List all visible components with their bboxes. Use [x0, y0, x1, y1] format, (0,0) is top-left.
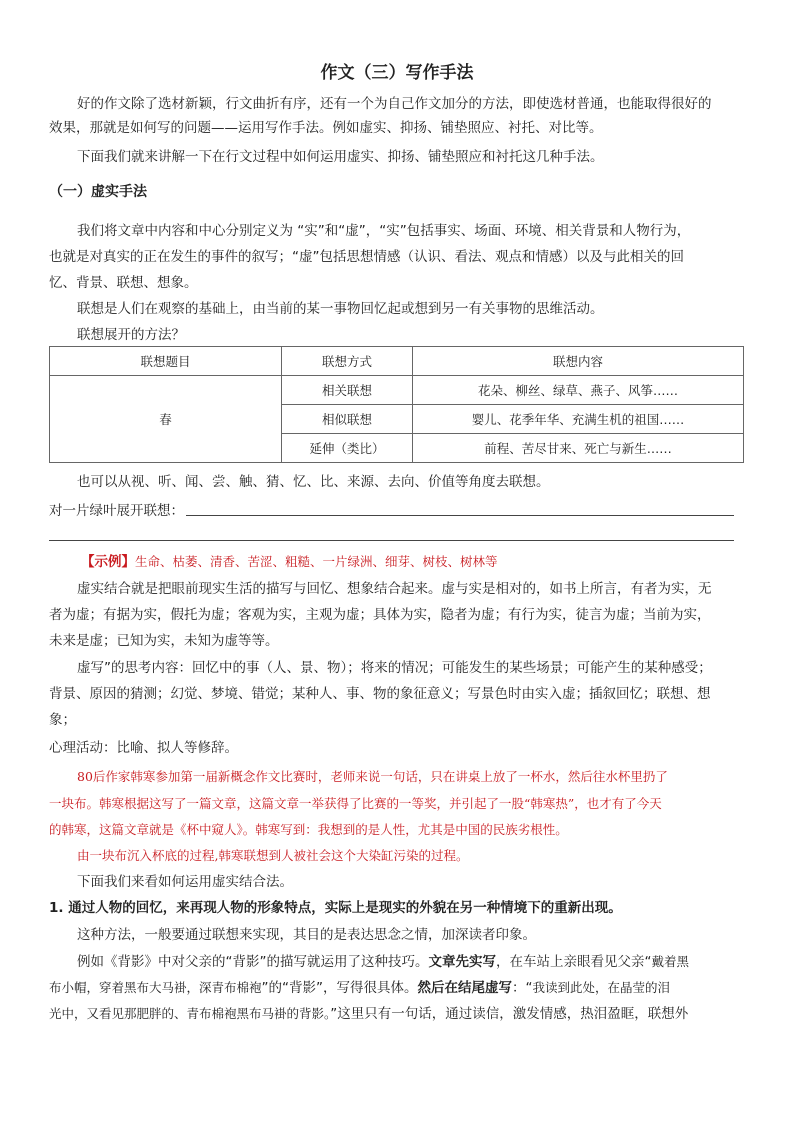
- table-row: [50, 376, 744, 405]
- example-label: 【示例】: [81, 554, 135, 570]
- hanhan-line: 80后作家韩寒参加第一届新概念作文比赛时，老师来说一句话，只在讲桌上放了一杯水，然后往水杯里扔了: [77, 769, 668, 784]
- xuxie-line: 象；: [49, 712, 76, 728]
- association-question: 联想展开的方法？: [77, 327, 185, 343]
- example-text: 生命、枯萎、清香、苦涩、粗糙、一片绿洲、细芽、树枝、树林等: [135, 554, 498, 569]
- table-topic-cell: 春: [50, 376, 282, 463]
- table-cell: 相似联想: [282, 405, 413, 434]
- table-cell: 延伸（类比）: [282, 434, 413, 463]
- answer-line: [49, 540, 734, 541]
- xuxie-line: 背景、原因的猜测；幻觉、梦境、错觉；某种人、事、物的象征意义；写景色时由实入虚；插叙回忆；联想、想: [49, 686, 711, 702]
- intro-line: 下面我们就来讲解一下在行文过程中如何运用虚实、抑扬、铺垫照应和衬托这几种手法。: [77, 149, 604, 165]
- table-cell: 前程、苦尽甘来、死亡与新生……: [413, 434, 744, 463]
- table-cell: 花朵、柳丝、绿草、燕子、风筝……: [413, 376, 744, 405]
- section-heading: （一）虚实手法: [49, 184, 147, 200]
- intro-line: 好的作文除了选材新颖，行文曲折有序，还有一个为自己作文加分的方法，即使选材普通，也能取得很好的: [77, 96, 712, 112]
- table-header-cell: 联想题目: [50, 347, 282, 376]
- combine-line: 未来是虚；已知为实，未知为虚等等。: [49, 633, 279, 649]
- example-para-line: [77, 952, 689, 972]
- example-para-line: [49, 1004, 688, 1024]
- definition-line: 忆、背景、联想、想象。: [49, 275, 198, 291]
- combine-line: 者为虚；有据为实，假托为虚；客观为实，主观为虚；具体为实，隐者为虚；有行为实，徒言为虚；当前为实，: [49, 607, 711, 623]
- angles-line: 也可以从视、听、闻、尝、触、猜、忆、比、来源、去向、价值等角度去联想。: [77, 474, 550, 490]
- combine-line: 虚实结合就是把眼前现实生活的描写与回忆、想象结合起来。虚与实是相对的，如书上所言，有者为实，无: [77, 581, 712, 597]
- example-text: ”的“背影”，写得很具体。: [261, 980, 418, 996]
- page-title: 作文（三）写作手法: [320, 63, 474, 83]
- example-quote: 光中，又看见那肥胖的、青布棉袍黑布马褂的背影。: [49, 1006, 331, 1021]
- table-header-cell: 联想内容: [413, 347, 744, 376]
- example-line: [81, 552, 498, 572]
- table-cell: 婴儿、花季年华、充满生机的祖国……: [413, 405, 744, 434]
- example-quote: 布小帽，穿着黑布大马褂，深青布棉袍: [49, 980, 262, 995]
- hanhan-line: 由一块布沉入杯底的过程,韩寒联想到人被社会这个大染缸污染的过程。: [77, 848, 469, 863]
- table-cell: 相关联想: [282, 376, 413, 405]
- association-definition: 联想是人们在观察的基础上，由当前的某一事物回忆起或想到另一有关事物的思维活动。: [77, 301, 604, 317]
- example-quote: 戴着黑: [651, 954, 690, 969]
- method-point-1: 1. 通过人物的回忆，来再现人物的形象特点，实际上是现实的外貌在另一种情境下的重新出现。: [49, 900, 622, 916]
- example-para-line: [49, 978, 670, 998]
- intro-line: 效果，那就是如何写的问题——运用写作手法。例如虚实、抑扬、铺垫照应、衬托、对比等。: [49, 120, 603, 136]
- definition-line: 我们将文章中内容和中心分别定义为 “实”和“虚”，“实”包括事实、场面、环境、相关背景和人物行为，: [77, 223, 691, 239]
- answer-line: [186, 515, 734, 516]
- hanhan-line: 的韩寒，这篇文章就是《杯中窥人》。韩寒写到：我想到的是人性，尤其是中国的民族劣根性。: [49, 822, 568, 837]
- example-text: ：“: [512, 980, 533, 996]
- table-header-cell: 联想方式: [282, 347, 413, 376]
- example-quote: 我读到此处，在晶莹的泪: [532, 980, 671, 995]
- xuxie-line: 心理活动：比喻、拟人等修辞。: [49, 740, 238, 756]
- method-intro: 下面我们来看如何运用虚实结合法。: [77, 874, 293, 890]
- table-header-row: [50, 347, 744, 376]
- exercise-prompt: 对一片绿叶展开联想：: [49, 503, 184, 519]
- example-text: ”这里只有一句话，通过读信，激发情感，热泪盈眶，联想外: [330, 1006, 689, 1022]
- example-text: ，在车站上亲眼看见父亲“: [496, 954, 652, 970]
- xuxie-line: 虚写”的思考内容：回忆中的事（人、景、物）；将来的情况；可能发生的某些场景；可能产生的某种感受；: [77, 660, 712, 676]
- association-table: [49, 346, 744, 463]
- example-text-bold: 然后在结尾虚写: [417, 980, 512, 996]
- example-text: 例如《背影》中对父亲的“背影”的描写就运用了这种技巧。: [77, 954, 429, 970]
- hanhan-line: 一块布。韩寒根据这写了一篇文章，这篇文章一举获得了比赛的一等奖，并引起了一股“韩寒热”，也才有了今天: [49, 796, 662, 811]
- definition-line: 也就是对真实的正在发生的事件的叙写；“虚”包括思想情感（认识、看法、观点和情感）以及与此相关的回: [49, 249, 684, 265]
- method-explain: 这种方法，一般要通过联想来实现，其目的是表达思念之情，加深读者印象。: [77, 927, 536, 943]
- example-text-bold: 文章先实写: [428, 954, 496, 970]
